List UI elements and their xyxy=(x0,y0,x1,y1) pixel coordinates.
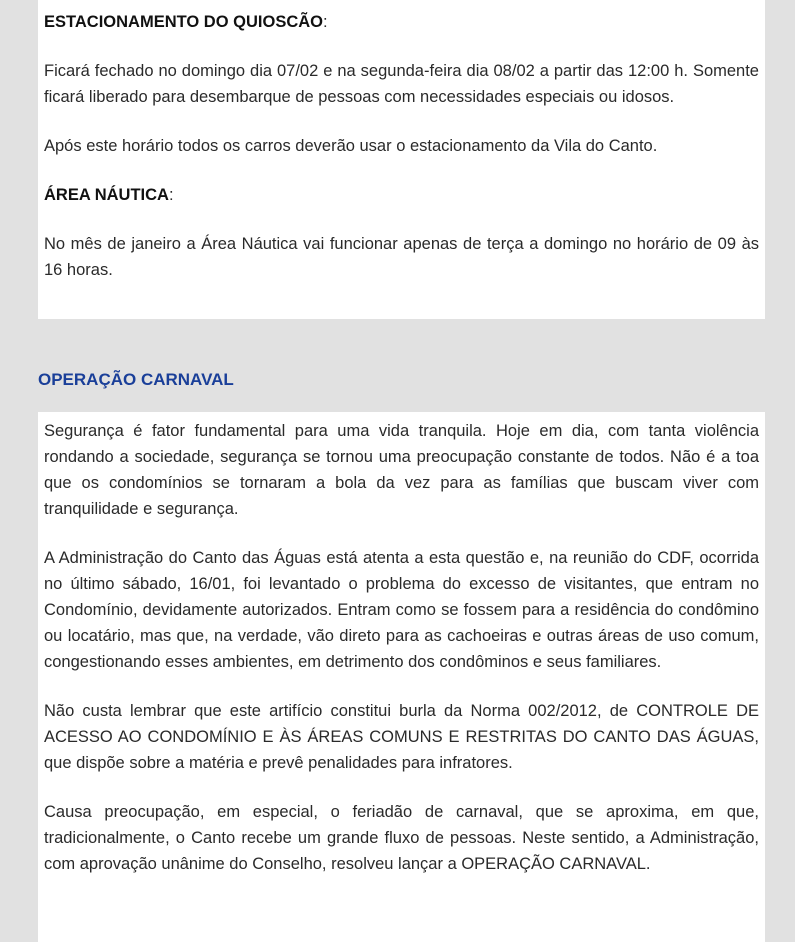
heading-area-nautica-text: ÁREA NÁUTICA xyxy=(44,186,169,204)
paragraph-carnaval-3: Não custa lembrar que este artifício constitui burla da Norma 002/2012, de CONTROLE DE ACESSO AO CONDOMÍNIO E ÀS ÁREAS COMUNS E RESTRITAS DO CANTO DAS ÁGUAS, que dispõe sobre a matéria e prevê penalidades para infratores. xyxy=(44,702,759,772)
notice-panel-parking xyxy=(38,0,765,319)
heading-area-nautica xyxy=(44,182,759,208)
heading-estacionamento-text: ESTACIONAMENTO DO QUIOSCÃO xyxy=(44,13,323,31)
heading-colon: : xyxy=(168,186,174,204)
heading-estacionamento xyxy=(44,0,759,35)
notice-panel-carnaval xyxy=(38,412,765,942)
paragraph-carnaval-1: Segurança é fator fundamental para uma vida tranquila. Hoje em dia, com tanta violência rondando a sociedade, segurança se tornou uma preocupação constante de todos. Não é a toa que os condomínios se tornaram a bola da vez para as famílias que buscam viver com tranquilidade e segurança. xyxy=(44,422,759,518)
paragraph-area-nautica: No mês de janeiro a Área Náutica vai funcionar apenas de terça a domingo no horário de 09 às 16 horas. xyxy=(44,235,759,279)
paragraph-carnaval-2: A Administração do Canto das Águas está atenta a esta questão e, na reunião do CDF, ocorrida no último sábado, 16/01, foi levantado o problema do excesso de visitantes, que entram no Condomínio, devidamente autorizados. Entram como se fossem para a residência do condômino ou locatário, mas que, na verdade, vão direto para as cachoeiras e outras áreas de uso comum, congestionando esses ambientes, em detrimento dos condôminos e seus familiares. xyxy=(44,549,759,671)
paragraph-carnaval-4: Causa preocupação, em especial, o feriadão de carnaval, que se aproxima, em que, tradicionalmente, o Canto recebe um grande fluxo de pessoas. Neste sentido, a Administração, com aprovação unânime do Conselho, resolveu lançar a OPERAÇÃO CARNAVAL. xyxy=(44,803,759,873)
section-title-operacao-carnaval: OPERAÇÃO CARNAVAL xyxy=(38,370,234,389)
heading-colon: : xyxy=(323,13,328,31)
paragraph-estacionamento-2: Após este horário todos os carros deverão usar o estacionamento da Vila do Canto. xyxy=(44,137,658,155)
paragraph-estacionamento-1: Ficará fechado no domingo dia 07/02 e na segunda-feira dia 08/02 a partir das 12:00 h. Somente ficará liberado para desembarque de pessoas com necessidades especiais ou idosos. xyxy=(44,62,759,106)
